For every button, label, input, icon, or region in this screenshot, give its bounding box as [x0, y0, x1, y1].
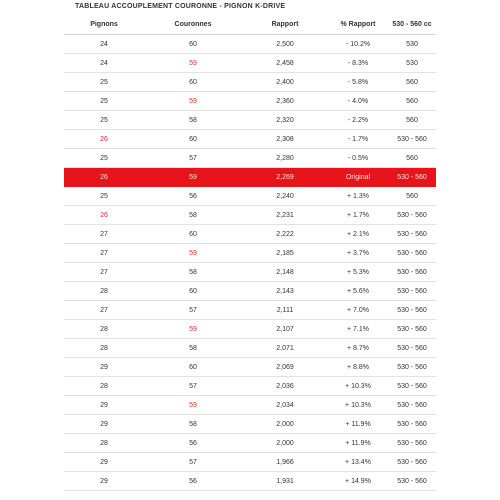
gear-ratio-table — [64, 14, 436, 491]
table-row — [64, 320, 436, 339]
cell-cc: 530 - 560 — [388, 377, 436, 396]
cell-pignons: 24 — [64, 54, 144, 73]
cell-cc: 530 - 560 — [388, 301, 436, 320]
cell-couronnes: 59 — [144, 92, 242, 111]
cell-couronnes: 58 — [144, 111, 242, 130]
cell-rapport: 2,280 — [242, 149, 328, 168]
table-row — [64, 73, 436, 92]
cell-cc: 530 - 560 — [388, 225, 436, 244]
cell-couronnes: 60 — [144, 130, 242, 149]
cell-cc: 530 - 560 — [388, 168, 436, 187]
cell-rapport: 2,308 — [242, 130, 328, 149]
gear-table-container — [64, 0, 436, 491]
cell-couronnes: 59 — [144, 54, 242, 73]
table-row — [64, 301, 436, 320]
cell-cc: 530 - 560 — [388, 282, 436, 301]
cell-pct-rapport: + 5.3% — [328, 263, 388, 282]
table-header-row — [64, 14, 436, 35]
cell-couronnes: 59 — [144, 396, 242, 415]
cell-rapport: 2,400 — [242, 73, 328, 92]
cell-pct-rapport: + 11.9% — [328, 434, 388, 453]
cell-pct-rapport: + 11.9% — [328, 415, 388, 434]
table-row — [64, 358, 436, 377]
table-row — [64, 453, 436, 472]
cell-pignons: 26 — [64, 168, 144, 187]
header-rapport: Rapport — [242, 14, 328, 35]
cell-pct-rapport: Original — [328, 168, 388, 187]
cell-cc: 560 — [388, 111, 436, 130]
header-couronnes: Couronnes — [144, 14, 242, 35]
cell-couronnes: 60 — [144, 73, 242, 92]
cell-pignons: 28 — [64, 434, 144, 453]
cell-pct-rapport: + 3.7% — [328, 244, 388, 263]
cell-pct-rapport: + 13.4% — [328, 453, 388, 472]
cell-couronnes: 60 — [144, 225, 242, 244]
cell-pct-rapport: + 10.3% — [328, 377, 388, 396]
cell-pignons: 29 — [64, 396, 144, 415]
cell-pct-rapport: - 0.5% — [328, 149, 388, 168]
cell-rapport: 2,231 — [242, 206, 328, 225]
cell-pignons: 28 — [64, 339, 144, 358]
cell-pignons: 29 — [64, 358, 144, 377]
cell-rapport: 2,071 — [242, 339, 328, 358]
table-row — [64, 92, 436, 111]
cell-rapport: 1,931 — [242, 472, 328, 491]
cell-cc: 530 - 560 — [388, 263, 436, 282]
cell-rapport: 2,034 — [242, 396, 328, 415]
cell-pct-rapport: + 1.7% — [328, 206, 388, 225]
cell-couronnes: 56 — [144, 434, 242, 453]
cell-pignons: 29 — [64, 415, 144, 434]
cell-pct-rapport: - 2.2% — [328, 111, 388, 130]
cell-pignons: 28 — [64, 320, 144, 339]
table-row — [64, 396, 436, 415]
cell-pct-rapport: - 1.7% — [328, 130, 388, 149]
table-row — [64, 263, 436, 282]
cell-pignons: 25 — [64, 73, 144, 92]
cell-couronnes: 58 — [144, 263, 242, 282]
cell-pignons: 29 — [64, 472, 144, 491]
cell-cc: 530 - 560 — [388, 130, 436, 149]
cell-pignons: 27 — [64, 225, 144, 244]
cell-cc: 530 - 560 — [388, 244, 436, 263]
cell-pignons: 26 — [64, 130, 144, 149]
cell-pct-rapport: + 5.6% — [328, 282, 388, 301]
cell-pignons: 25 — [64, 187, 144, 206]
table-row — [64, 434, 436, 453]
table-row — [64, 130, 436, 149]
cell-couronnes: 56 — [144, 187, 242, 206]
cell-couronnes: 57 — [144, 301, 242, 320]
cell-pct-rapport: + 7.1% — [328, 320, 388, 339]
table-row-original — [64, 168, 436, 187]
table-row — [64, 415, 436, 434]
cell-couronnes: 57 — [144, 149, 242, 168]
cell-rapport: 2,240 — [242, 187, 328, 206]
cell-pignons: 25 — [64, 111, 144, 130]
cell-pignons: 26 — [64, 206, 144, 225]
cell-cc: 560 — [388, 149, 436, 168]
table-row — [64, 149, 436, 168]
cell-couronnes: 57 — [144, 377, 242, 396]
cell-pignons: 25 — [64, 92, 144, 111]
cell-pignons: 29 — [64, 453, 144, 472]
table-title: TABLEAU ACCOUPLEMENT COURONNE - PIGNON K-DRIVE — [75, 3, 286, 10]
cell-pignons: 24 — [64, 35, 144, 54]
cell-rapport: 2,185 — [242, 244, 328, 263]
cell-pct-rapport: + 7.0% — [328, 301, 388, 320]
cell-cc: 530 - 560 — [388, 415, 436, 434]
table-row — [64, 225, 436, 244]
cell-cc: 530 - 560 — [388, 320, 436, 339]
cell-rapport: 2,500 — [242, 35, 328, 54]
cell-cc: 530 - 560 — [388, 206, 436, 225]
cell-pct-rapport: - 5.8% — [328, 73, 388, 92]
cell-pignons: 27 — [64, 263, 144, 282]
cell-pct-rapport: + 10.3% — [328, 396, 388, 415]
cell-pct-rapport: + 1.3% — [328, 187, 388, 206]
cell-cc: 530 — [388, 35, 436, 54]
table-row — [64, 377, 436, 396]
header-pct-rapport: % Rapport — [328, 14, 388, 35]
cell-pignons: 28 — [64, 377, 144, 396]
cell-pct-rapport: + 8.7% — [328, 339, 388, 358]
cell-couronnes: 58 — [144, 339, 242, 358]
cell-cc: 530 - 560 — [388, 396, 436, 415]
cell-couronnes: 57 — [144, 453, 242, 472]
cell-rapport: 2,107 — [242, 320, 328, 339]
cell-cc: 560 — [388, 187, 436, 206]
cell-cc: 530 - 560 — [388, 339, 436, 358]
cell-couronnes: 60 — [144, 282, 242, 301]
cell-cc: 530 - 560 — [388, 358, 436, 377]
header-pignons: Pignons — [64, 14, 144, 35]
cell-couronnes: 58 — [144, 206, 242, 225]
header-cc: 530 - 560 cc — [388, 14, 436, 35]
table-row — [64, 282, 436, 301]
cell-pct-rapport: + 2.1% — [328, 225, 388, 244]
cell-cc: 530 — [388, 54, 436, 73]
cell-rapport: 2,320 — [242, 111, 328, 130]
cell-cc: 530 - 560 — [388, 434, 436, 453]
table-row — [64, 111, 436, 130]
cell-rapport: 2,069 — [242, 358, 328, 377]
cell-rapport: 2,458 — [242, 54, 328, 73]
cell-couronnes: 58 — [144, 415, 242, 434]
table-row — [64, 472, 436, 491]
cell-rapport: 2,148 — [242, 263, 328, 282]
cell-rapport: 1,966 — [242, 453, 328, 472]
cell-cc: 530 - 560 — [388, 472, 436, 491]
cell-couronnes: 59 — [144, 168, 242, 187]
cell-couronnes: 59 — [144, 244, 242, 263]
cell-couronnes: 60 — [144, 358, 242, 377]
cell-rapport: 2,269 — [242, 168, 328, 187]
cell-rapport: 2,111 — [242, 301, 328, 320]
cell-couronnes: 59 — [144, 320, 242, 339]
cell-cc: 560 — [388, 92, 436, 111]
cell-couronnes: 60 — [144, 35, 242, 54]
cell-pignons: 27 — [64, 301, 144, 320]
table-row — [64, 35, 436, 54]
cell-rapport: 2,143 — [242, 282, 328, 301]
table-row — [64, 244, 436, 263]
cell-cc: 530 - 560 — [388, 453, 436, 472]
cell-cc: 560 — [388, 73, 436, 92]
cell-couronnes: 56 — [144, 472, 242, 491]
cell-rapport: 2,222 — [242, 225, 328, 244]
cell-rapport: 2,000 — [242, 434, 328, 453]
cell-rapport: 2,360 — [242, 92, 328, 111]
cell-rapport: 2,000 — [242, 415, 328, 434]
cell-pignons: 27 — [64, 244, 144, 263]
cell-pignons: 28 — [64, 282, 144, 301]
cell-pct-rapport: - 10.2% — [328, 35, 388, 54]
cell-pct-rapport: - 4.0% — [328, 92, 388, 111]
cell-pignons: 25 — [64, 149, 144, 168]
cell-pct-rapport: + 8.8% — [328, 358, 388, 377]
cell-pct-rapport: - 8.3% — [328, 54, 388, 73]
table-row — [64, 339, 436, 358]
table-row — [64, 54, 436, 73]
table-row — [64, 187, 436, 206]
cell-rapport: 2,036 — [242, 377, 328, 396]
table-row — [64, 206, 436, 225]
cell-pct-rapport: + 14.9% — [328, 472, 388, 491]
